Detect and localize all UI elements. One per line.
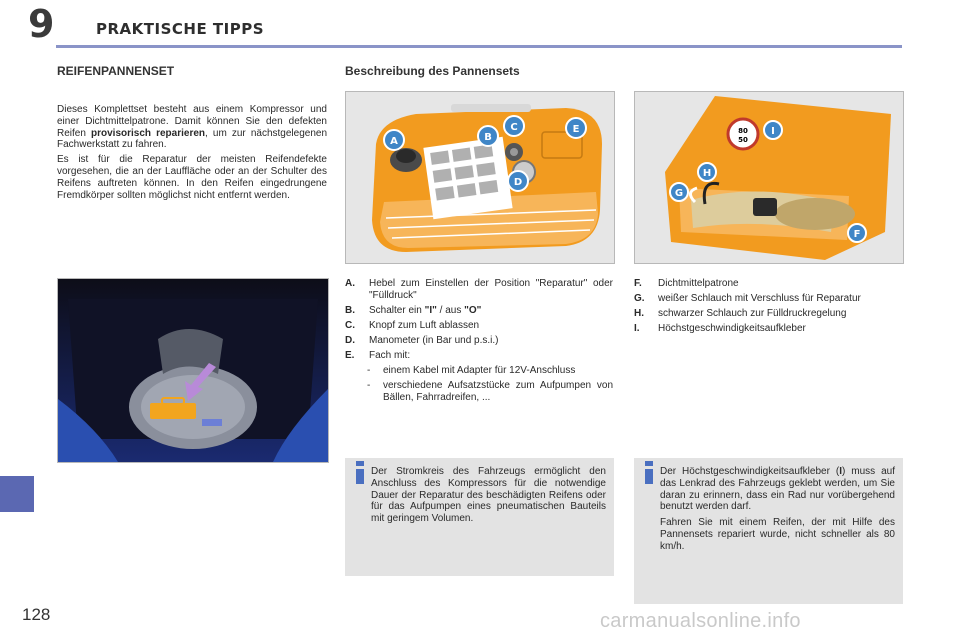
legend-item-c xyxy=(345,320,613,332)
photo-repair-kit-top xyxy=(345,91,615,264)
info-text xyxy=(371,466,606,525)
intro-text xyxy=(57,104,327,201)
legend-subtext: verschiedene Aufsatzstücke zum Aufpumpen von Bällen, Fahrradreifen, ... xyxy=(383,380,613,403)
intro-1-bold: provisorisch reparieren xyxy=(91,127,206,139)
legend-text: Fach mit: xyxy=(369,350,411,361)
legend-text: Dichtmittelpatrone xyxy=(658,278,739,289)
legend-item-e xyxy=(345,350,613,362)
legend-dash: - xyxy=(367,380,371,391)
chapter-title: PRAKTISCHE TIPPS xyxy=(96,20,265,38)
info-text xyxy=(660,466,895,553)
legend-text: Knopf zum Luft ablassen xyxy=(369,320,480,331)
legend-subitem xyxy=(367,365,613,377)
legend-dash: - xyxy=(367,365,371,376)
legend-item-i xyxy=(634,323,902,335)
callout-b: B xyxy=(484,132,492,143)
speed-sticker-line-1: 80 xyxy=(738,127,748,135)
callout-a: A xyxy=(390,136,398,147)
legend-text xyxy=(369,305,613,317)
legend-item-g xyxy=(634,293,902,305)
legend-b-text: Schalter ein xyxy=(369,305,425,316)
info-paragraph: Der Stromkreis des Fahrzeugs ermöglicht den Anschluss des Kompressors für die notwendige Dauer der Reparatur des beschädigten Reifens oder für das Aufpumpen eines pneumatischen Bauteils mit geringem Volumen. xyxy=(371,466,606,525)
info-box-speed-sticker xyxy=(634,458,903,604)
legend-text: Höchstgeschwindigkeitsaufkleber xyxy=(658,323,806,334)
info-1-text: Der Höchstgeschwindigkeitsaufkleber ( xyxy=(660,466,840,477)
legend-key: E. xyxy=(345,350,355,361)
header-rule xyxy=(56,45,902,48)
info-1-text-end: ) muss auf das Lenkrad des Fahrzeugs geklebt werden, um Sie daran zu erinnern, dass ein Rad nur vorübergehend benutzt werden darf. xyxy=(660,466,895,513)
photo-trunk-compartment xyxy=(57,278,329,463)
legend-key: A. xyxy=(345,278,355,289)
legend-b-on: "I" xyxy=(424,305,437,316)
callout-f: F xyxy=(853,229,861,240)
callout-d: D xyxy=(513,177,523,188)
intro-paragraph-1 xyxy=(57,104,327,151)
kit-top-illustration xyxy=(346,92,614,263)
legend-text: Hebel zum Einstellen der Position "Reparatur" oder "Fülldruck" xyxy=(369,278,613,301)
info-icon xyxy=(352,460,368,484)
legend-item-a xyxy=(345,278,613,302)
info-1-bold: I xyxy=(839,466,842,477)
callout-h: H xyxy=(702,168,712,179)
legend-key: F. xyxy=(634,278,642,289)
legend-text: Manometer (in Bar und p.s.i.) xyxy=(369,335,499,346)
page-number: 128 xyxy=(22,605,51,624)
chapter-side-tab xyxy=(0,476,34,512)
intro-1-text: Dieses Komplettset besteht aus einem Kompressor und einer Dichtmittelpatrone. Damit können Sie den defekten Reifen xyxy=(57,104,327,139)
legend-b-off: "O" xyxy=(464,305,482,316)
callout-i: I xyxy=(771,126,775,137)
speed-sticker-line-2: 50 xyxy=(738,136,748,144)
info-icon xyxy=(641,460,657,484)
trunk-illustration xyxy=(58,279,328,462)
photo-repair-kit-inside xyxy=(634,91,904,264)
legend-subtext: einem Kabel mit Adapter für 12V-Anschluss xyxy=(383,365,576,376)
legend-key: H. xyxy=(634,308,644,319)
legend-item-d xyxy=(345,335,613,347)
info-box-power-supply xyxy=(345,458,614,576)
legend-item-f xyxy=(634,278,902,290)
legend-subitem xyxy=(367,380,613,404)
info-paragraph-1 xyxy=(660,466,895,513)
legend-item-h xyxy=(634,308,902,320)
legend-list-left xyxy=(345,278,613,407)
kit-inside-illustration xyxy=(635,92,903,263)
legend-key: D. xyxy=(345,335,355,346)
callout-c: C xyxy=(510,122,518,133)
section-title-beschreibung: Beschreibung des Pannensets xyxy=(345,64,520,78)
info-paragraph-2: Fahren Sie mit einem Reifen, der mit Hilfe des Pannensets repariert wurde, nicht schneller als 80 km/h. xyxy=(660,517,895,552)
legend-key: B. xyxy=(345,305,355,316)
legend-key: I. xyxy=(634,323,640,334)
legend-key: G. xyxy=(634,293,645,304)
intro-1-text-end: , um zur nächstgelegenen Fachwerkstatt zu fahren. xyxy=(57,127,328,151)
legend-text: weißer Schlauch mit Verschluss für Reparatur xyxy=(658,293,861,304)
intro-paragraph-2: Es ist für die Reparatur der meisten Reifendefekte vorgesehen, die an der Lauffläche oder an der Schulter des Reifens auftreten können. In den Reifen eingedrungene Fremdkörper sollten möglichst nicht entfernt werden. xyxy=(57,154,327,201)
chapter-number: 9 xyxy=(28,2,55,46)
callout-g: G xyxy=(674,188,684,199)
legend-text: schwarzer Schlauch zur Fülldruckregelung xyxy=(658,308,847,319)
legend-list-right xyxy=(634,278,902,338)
section-title-reifenpannenset: REIFENPANNENSET xyxy=(57,64,175,78)
callout-e: E xyxy=(572,124,580,135)
legend-key: C. xyxy=(345,320,355,331)
legend-item-b xyxy=(345,305,613,317)
watermark: carmanualsonline.info xyxy=(600,610,801,632)
legend-b-mid: / aus xyxy=(436,305,465,316)
